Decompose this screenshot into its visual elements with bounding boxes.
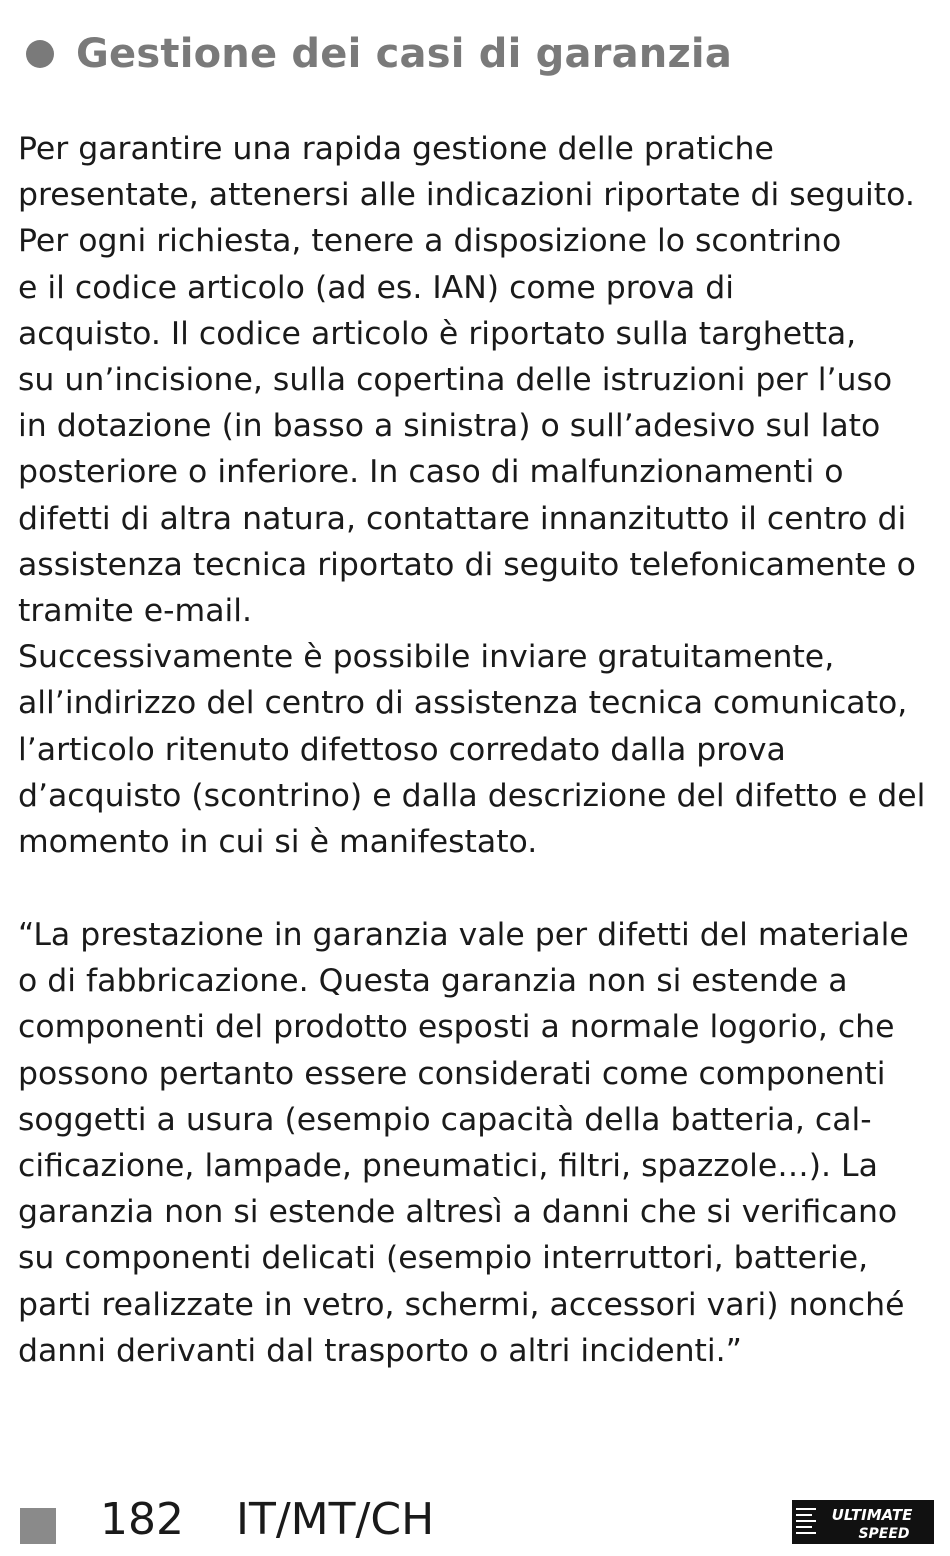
page-footer bbox=[0, 1490, 950, 1556]
text-line: parti realizzate in vetro, schermi, accessori vari) nonché bbox=[18, 1286, 905, 1323]
text-line: Per ogni richiesta, tenere a disposizione lo scontrino bbox=[18, 223, 842, 260]
text-line: cificazione, lampade, pneumatici, filtri, spazzole…). La bbox=[18, 1148, 878, 1185]
text-line: acquisto. Il codice articolo è riportato sulla targhetta, bbox=[18, 315, 857, 352]
text-line: Per garantire una rapida gestione delle pratiche bbox=[18, 131, 774, 167]
text-line: momento in cui si è manifestato. bbox=[18, 824, 538, 861]
text-line: Successivamente è possibile inviare gratuitamente, bbox=[18, 639, 835, 676]
text-line: su componenti delicati (esempio interruttori, batterie, bbox=[18, 1240, 869, 1277]
section-title: Gestione dei casi di garanzia bbox=[76, 31, 733, 77]
text-line: “La prestazione in garanzia vale per difetti del materiale bbox=[18, 917, 909, 953]
logo-text-top: ULTIMATE bbox=[831, 1506, 913, 1524]
page-number: 182 bbox=[100, 1494, 184, 1545]
text-line: posteriore o inferiore. In caso di malfunzionamenti o bbox=[18, 454, 844, 491]
bullet-icon bbox=[26, 40, 54, 68]
text-line: assistenza tecnica riportato di seguito telefonicamente o bbox=[18, 546, 916, 583]
text-line: e il codice articolo (ad es. IAN) come prova di bbox=[18, 269, 734, 306]
text-line: possono pertanto essere considerati come componenti bbox=[18, 1055, 886, 1092]
text-line: danni derivanti dal trasporto o altri incidenti.” bbox=[18, 1332, 742, 1369]
text-line: soggetti a usura (esempio capacità della batteria, cal- bbox=[18, 1101, 872, 1138]
section-heading bbox=[18, 22, 938, 86]
text-line: garanzia non si estende altresì a danni che si verificano bbox=[18, 1194, 898, 1231]
text-line: d’acquisto (scontrino) e dalla descrizione del difetto e del bbox=[18, 777, 926, 814]
text-line: difetti di altra natura, contattare innanzitutto il centro di bbox=[18, 500, 907, 537]
text-line: in dotazione (in basso a sinistra) o sull’adesivo sul lato bbox=[18, 408, 881, 445]
text-line: tramite e-mail. bbox=[18, 593, 253, 630]
text-line: l’articolo ritenuto difettoso corredato dalla prova bbox=[18, 731, 786, 768]
text-line: su un’incisione, sulla copertina delle istruzioni per l’uso bbox=[18, 362, 893, 399]
text-line: componenti del prodotto esposti a normale logorio, che bbox=[18, 1009, 895, 1046]
text-line: all’indirizzo del centro di assistenza tecnica comunicato, bbox=[18, 685, 908, 722]
footer-square-icon bbox=[20, 1508, 56, 1544]
paragraph-warranty-exclusions bbox=[18, 912, 938, 1374]
text-line: presentate, attenersi alle indicazioni riportate di seguito. bbox=[18, 177, 915, 214]
ultimate-speed-logo bbox=[792, 1500, 934, 1544]
text-line: o di fabbricazione. Questa garanzia non si estende a bbox=[18, 963, 848, 1000]
logo-text-bottom: SPEED bbox=[858, 1526, 910, 1542]
paragraph-warranty-procedure bbox=[18, 126, 938, 865]
locale-code: IT/MT/CH bbox=[236, 1494, 435, 1545]
